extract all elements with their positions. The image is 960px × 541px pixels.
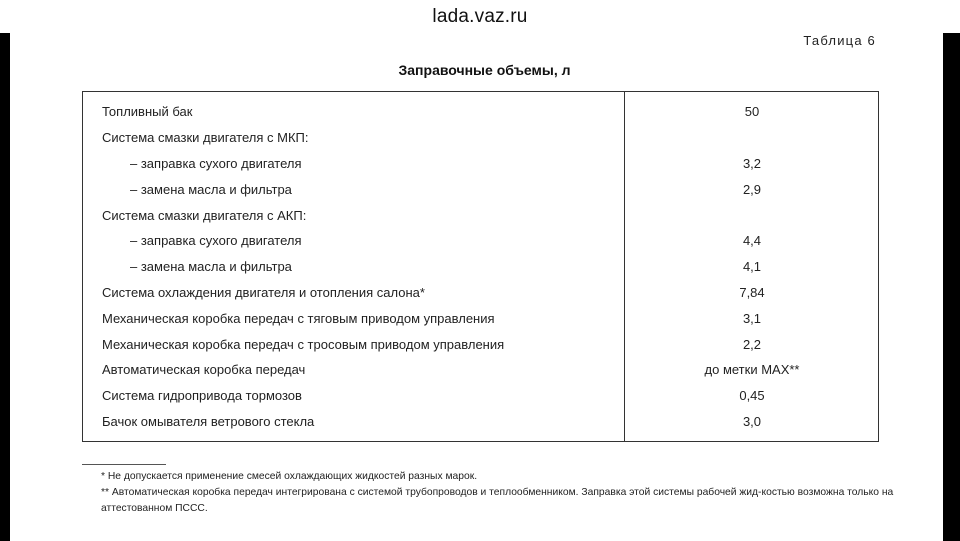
capacities-table — [82, 91, 879, 442]
footnote-divider — [82, 464, 166, 465]
document-page — [10, 33, 943, 541]
table-row — [83, 151, 878, 177]
row-label: Система смазки двигателя с МКП: — [102, 130, 309, 146]
row-label: – замена масла и фильтра — [130, 181, 292, 197]
row-label: Автоматическая коробка передач — [102, 362, 306, 378]
row-value: 3,2 — [742, 155, 762, 171]
table-row — [83, 409, 878, 435]
row-value: 2,2 — [742, 336, 762, 352]
table-row — [83, 383, 878, 409]
table-row — [83, 125, 878, 151]
row-label: Топливный бак — [102, 104, 193, 120]
row-label: Система смазки двигателя с АКП: — [102, 207, 307, 223]
row-label: Механическая коробка передач с тросовым приводом управления — [102, 336, 505, 352]
row-value: 4,1 — [742, 259, 762, 275]
row-value: 0,45 — [739, 388, 765, 404]
table-row — [83, 305, 878, 331]
row-value: 2,9 — [742, 181, 762, 197]
footnote-automatic-gearbox: ** Автоматическая коробка передач интегрирована с системой трубопроводов и теплообменником. Заправка этой системы рабочей жид-костью возможна только на аттестованном ПССС. — [101, 487, 894, 514]
row-value: 3,1 — [742, 310, 762, 326]
row-label: – заправка сухого двигателя — [130, 155, 302, 171]
table-title: Заправочные объемы, л — [398, 62, 571, 78]
row-label: – заправка сухого двигателя — [130, 233, 302, 249]
address-bar[interactable] — [0, 0, 960, 33]
table-row — [83, 280, 878, 306]
footnote-coolant: * Не допускается применение смесей охлаждающих жидкостей разных марок. — [101, 471, 478, 482]
row-label: Механическая коробка передач с тяговым приводом управления — [102, 310, 495, 326]
row-label: Система гидропривода тормозов — [102, 388, 302, 404]
row-value: до метки MAX** — [704, 362, 800, 378]
row-label: Бачок омывателя ветрового стекла — [102, 413, 315, 429]
table-row — [83, 176, 878, 202]
row-value: 3,0 — [742, 413, 762, 429]
row-value: 50 — [744, 104, 760, 120]
table-number: Таблица 6 — [803, 33, 876, 48]
table-row — [83, 357, 878, 383]
url-text: lada.vaz.ru — [432, 5, 528, 27]
table-row — [83, 254, 878, 280]
row-value: 7,84 — [739, 284, 765, 300]
table-row — [83, 331, 878, 357]
row-label: Система охлаждения двигателя и отопления салона* — [102, 284, 425, 300]
row-value: 4,4 — [742, 233, 762, 249]
row-label: – замена масла и фильтра — [130, 259, 292, 275]
table-row — [83, 202, 878, 228]
table-row — [83, 99, 878, 125]
table-row — [83, 228, 878, 254]
